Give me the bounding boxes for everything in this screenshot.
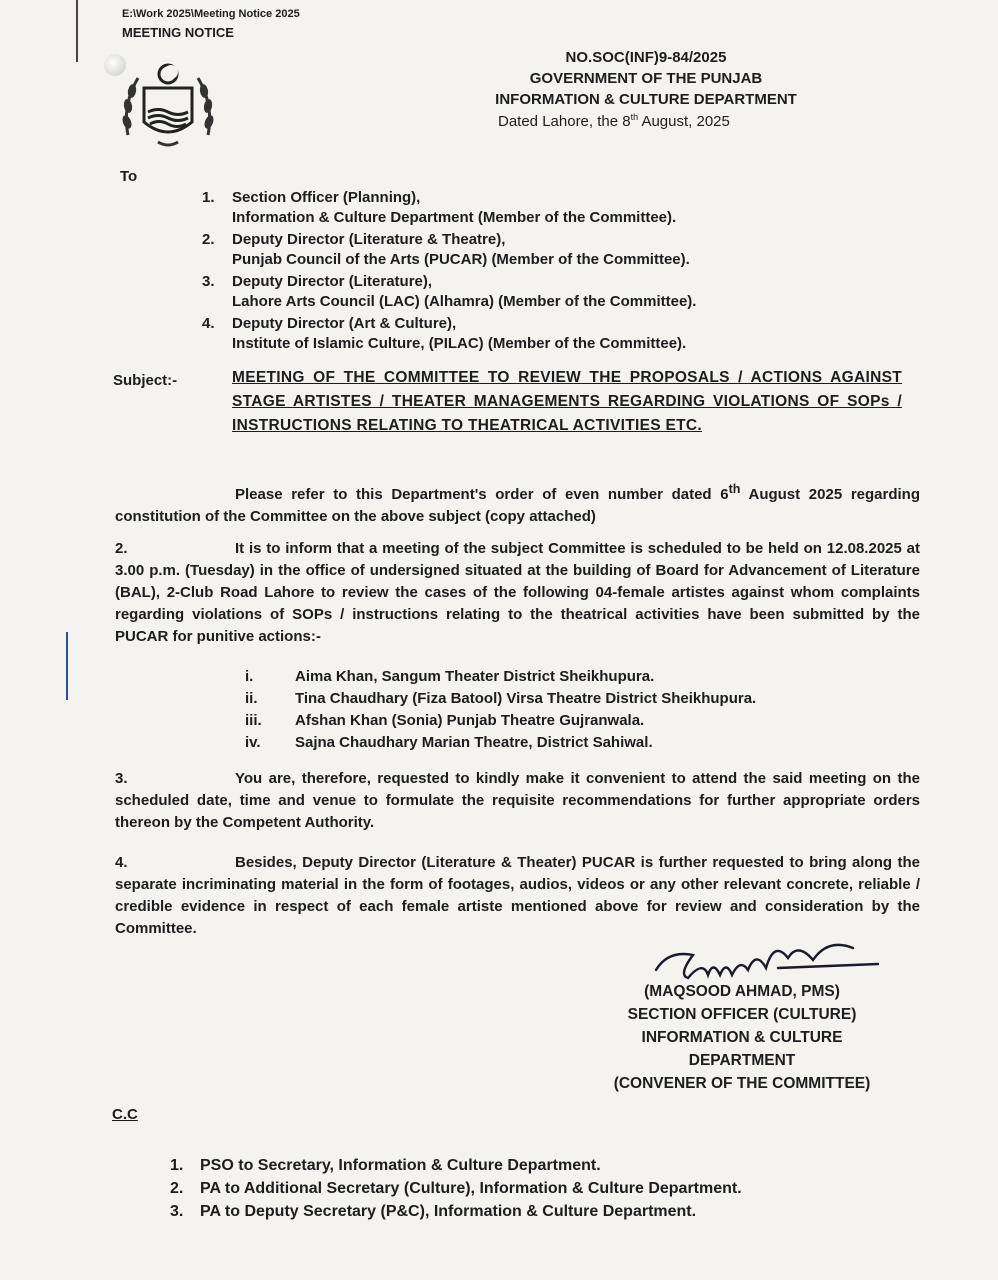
signature-block xyxy=(562,980,922,1095)
file-label: MEETING NOTICE xyxy=(122,25,234,40)
government-name: GOVERNMENT OF THE PUNJAB xyxy=(529,70,763,87)
paragraph-number: 4. xyxy=(115,854,128,871)
reference-number: NO.SOC(INF)9-84/2025 xyxy=(565,49,727,66)
punjab-emblem-icon xyxy=(118,60,218,150)
signatory-dept-line-2: DEPARTMENT xyxy=(688,1052,796,1069)
page-edge-line xyxy=(76,0,78,62)
paragraph-number: 2. xyxy=(115,540,128,557)
list-item: iv. Sajna Chaudhary Marian Theatre, District Sahiwal. xyxy=(245,734,653,751)
list-item: 1. PSO to Secretary, Information & Culture Department. xyxy=(170,1157,601,1174)
department-name: INFORMATION & CULTURE DEPARTMENT xyxy=(495,91,797,108)
paragraph-4: 4. Besides, Deputy Director (Literature & Theater) PUCAR is further requested to bring along the separate incriminating material in the form of footages, audios, videos or any other relevant concrete, reliable / credible evidence in respect of each female artiste mentioned above for review and consideration by the Committee. xyxy=(115,854,920,937)
list-item: iii. Afshan Khan (Sonia) Punjab Theatre Gujranwala. xyxy=(245,712,645,729)
list-item: 1. Section Officer (Planning), Information & Culture Department (Member of the Committee). xyxy=(202,189,677,226)
signatory-title: SECTION OFFICER (CULTURE) xyxy=(627,1006,857,1023)
subject-text: MEETING OF THE COMMITTEE TO REVIEW THE PROPOSALS / ACTIONS AGAINST STAGE ARTISTES / THEATER MANAGEMENTS REGARDING VIOLATIONS OF SOPs / INSTRUCTIONS RELATING TO THEATRICAL ACTIVITIES ETC. xyxy=(232,369,902,434)
list-item: 2. Deputy Director (Literature & Theatre), Punjab Council of the Arts (PUCAR) (Member of the Committee). xyxy=(202,231,690,268)
cc-label: C.C xyxy=(112,1106,138,1123)
addressee-list xyxy=(202,188,842,356)
signatory-name: (MAQSOOD AHMAD, PMS) xyxy=(644,983,840,1000)
subject-label: Subject:- xyxy=(113,372,178,389)
signatory-role: (CONVENER OF THE COMMITTEE) xyxy=(613,1075,871,1092)
file-path: E:\Work 2025\Meeting Notice 2025 xyxy=(122,8,300,20)
list-item: 2. PA to Additional Secretary (Culture), Information & Culture Department. xyxy=(170,1180,742,1197)
list-item: 3. PA to Deputy Secretary (P&C), Information & Culture Department. xyxy=(170,1203,697,1220)
list-item: ii. Tina Chaudhary (Fiza Batool) Virsa Theatre District Sheikhupura. xyxy=(245,690,757,707)
margin-mark xyxy=(66,632,68,700)
list-item: 4. Deputy Director (Art & Culture), Institute of Islamic Culture, (PILAC) (Member of the Committee). xyxy=(202,315,687,352)
cc-list xyxy=(170,1154,870,1223)
paragraph-2: 2. It is to inform that a meeting of the subject Committee is scheduled to be held on 12.08.2025 at 3.00 p.m. (Tuesday) in the office of undersigned situated at the building of Board for Advancement of Literature (BAL), 2-Club Road Lahore to review the cases of the following 04-female artistes against whom complaints regarding violations of SOPs / instructions relating to the theatrical activities have been submitted by the PUCAR for punitive actions:- xyxy=(115,540,920,645)
date-line: Dated Lahore, the 8th August, 2025 xyxy=(498,112,730,130)
list-item: i. Aima Khan, Sangum Theater District Sheikhupura. xyxy=(245,668,655,685)
to-label: To xyxy=(120,168,138,185)
paragraph-number: 3. xyxy=(115,770,128,787)
letterhead xyxy=(440,47,852,110)
paragraph-3: 3. You are, therefore, requested to kindly make it convenient to attend the said meeting on the scheduled date, time and venue to formulate the requisite recommendations for further appropriate orders thereon by the Competent Authority. xyxy=(115,770,920,831)
list-item: 3. Deputy Director (Literature), Lahore Arts Council (LAC) (Alhamra) (Member of the Committee). xyxy=(202,273,697,310)
artiste-list xyxy=(245,666,756,754)
paragraph-1: Please refer to this Department's order of even number dated 6th August 2025 regarding constitution of the Committee on the above subject (copy attached) xyxy=(115,482,921,525)
signatory-dept-line-1: INFORMATION & CULTURE xyxy=(641,1029,843,1046)
